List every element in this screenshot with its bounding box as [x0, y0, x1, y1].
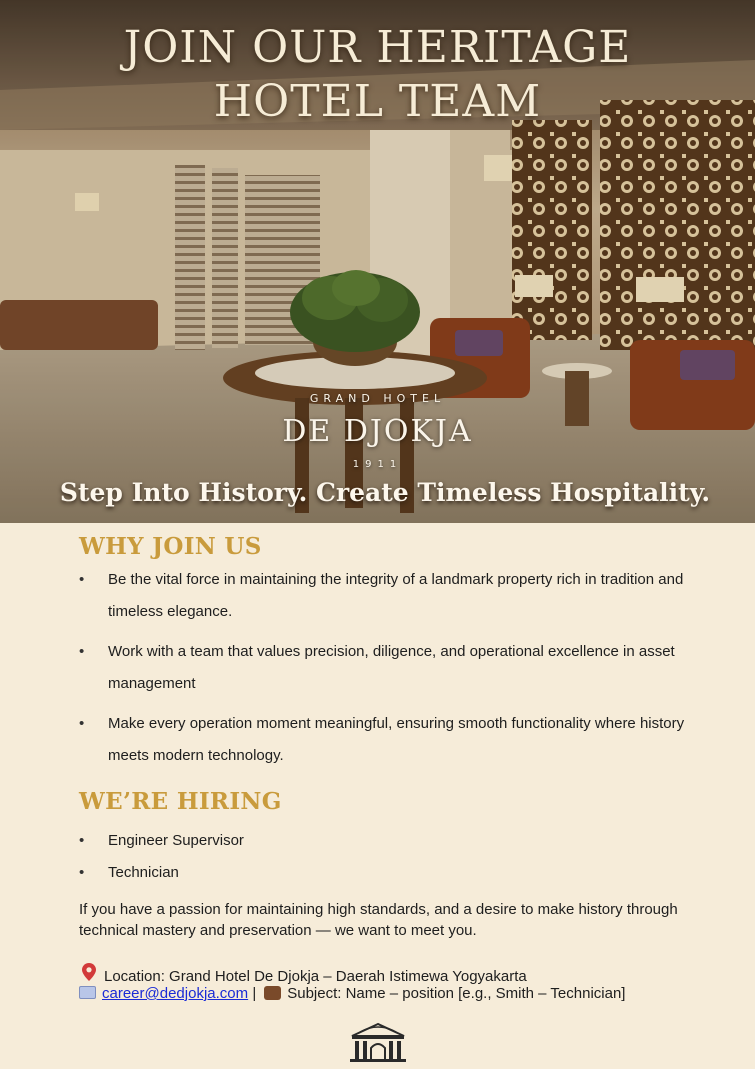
closing-paragraph: If you have a passion for maintaining high standards, and a desire to make history through technical mastery and preservation — we want to meet you. — [79, 901, 678, 939]
list-item: • Work with a team that values precision, diligence, and operational excellence in asset management — [79, 636, 699, 700]
brand-year: 1911 — [352, 459, 403, 470]
hero-title-line2: HOTEL TEAM — [213, 76, 542, 127]
envelope-icon — [79, 986, 96, 999]
hero-banner — [0, 0, 755, 523]
list-item: • Technician — [79, 857, 699, 889]
tagline: Step Into History. Create Timeless Hospitality. — [59, 478, 711, 507]
list-item: • Be the vital force in maintaining the integrity of a landmark property rich in tradition and timeless elegance. — [79, 564, 699, 628]
brand-subtitle: GRAND HOTEL — [309, 392, 446, 405]
hiring-heading: WE’RE HIRING — [79, 788, 282, 815]
hiring-list — [79, 825, 699, 889]
location-line — [79, 963, 527, 985]
hero-title-line1: JOIN OUR HERITAGE — [123, 22, 632, 73]
brand-name: DE DJOKJA — [282, 414, 473, 449]
list-item: • Make every operation moment meaningful, ensuring smooth functionality where history meets modern technology. — [79, 708, 699, 772]
contact-line — [79, 985, 625, 1002]
subject-text: Subject: Name – position [e.g., Smith – Technician] — [287, 985, 626, 1002]
list-item: • Engineer Supervisor — [79, 825, 699, 857]
hotel-facade-logo-icon — [348, 1022, 408, 1064]
why-join-list — [79, 564, 699, 780]
why-join-heading: WHY JOIN US — [79, 533, 262, 560]
location-text: Location: Grand Hotel De Djokja – Daerah Istimewa Yogyakarta — [104, 968, 527, 985]
briefcase-icon — [264, 986, 281, 1000]
email-link[interactable]: career@dedjokja.com — [102, 985, 249, 1002]
separator: | — [252, 985, 257, 1002]
location-pin-icon — [79, 963, 99, 985]
